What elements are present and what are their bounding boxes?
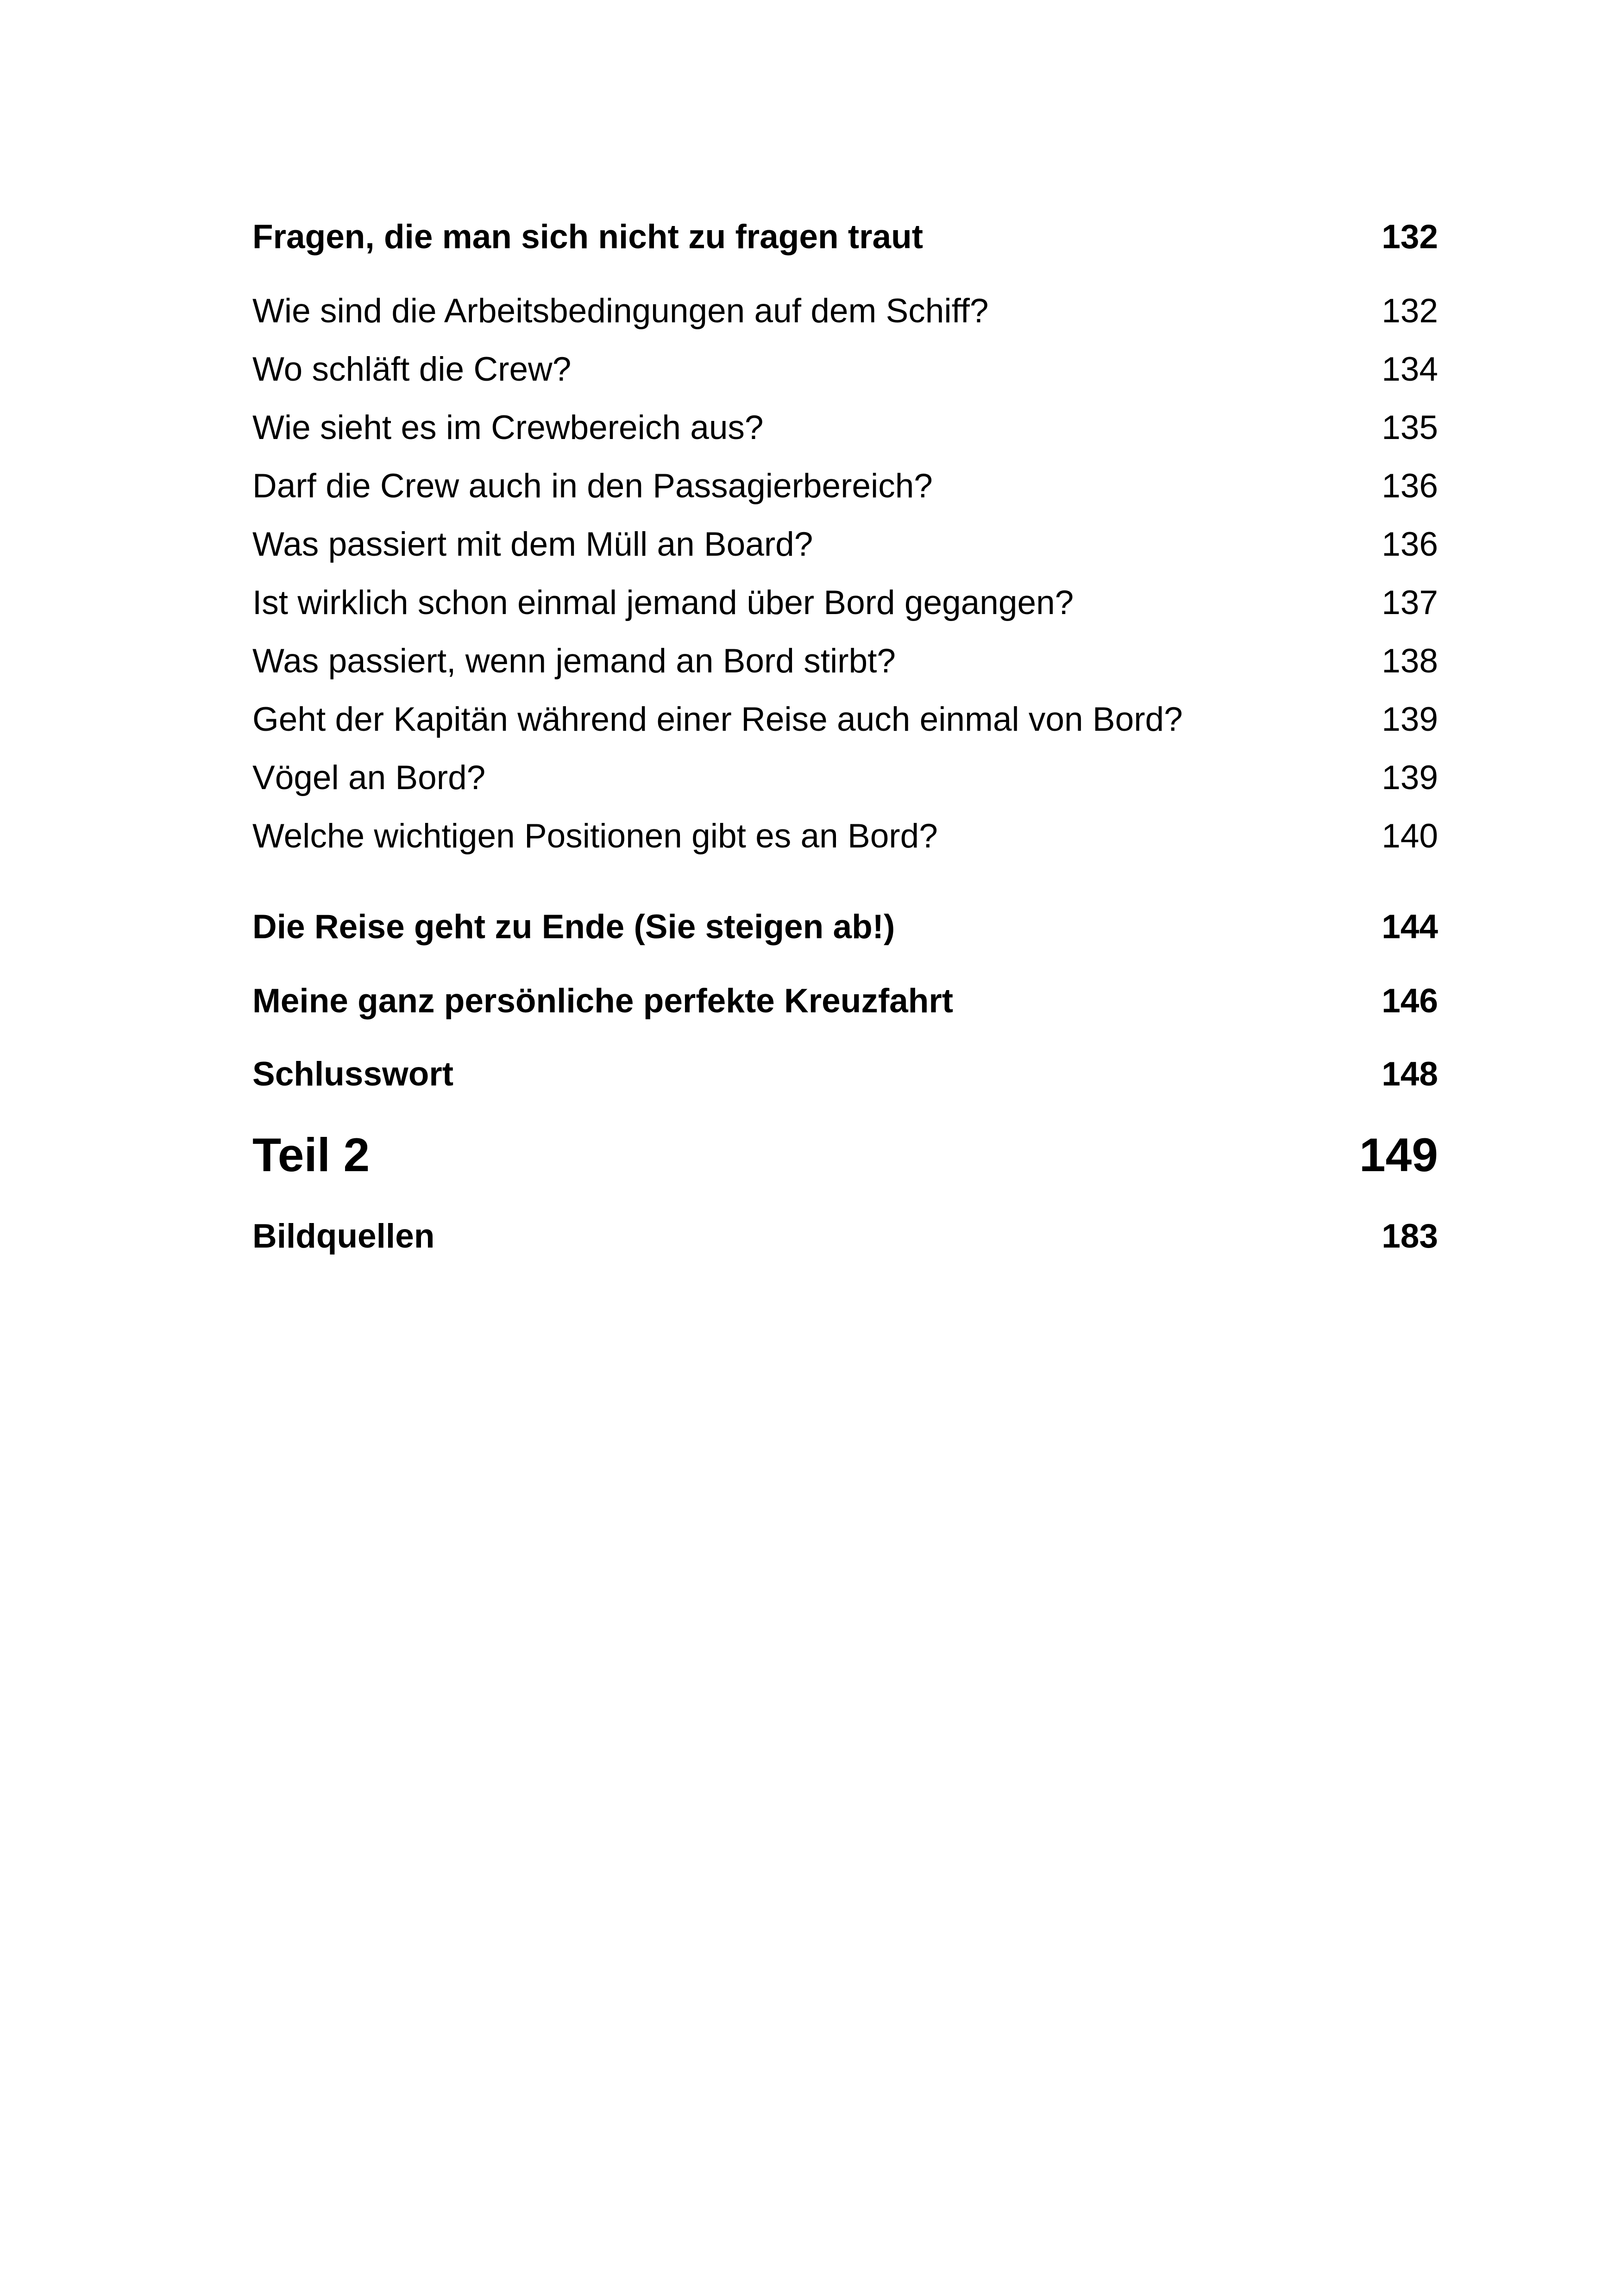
toc-subentry[interactable] (252, 583, 1438, 622)
toc-subentry[interactable] (252, 525, 1438, 564)
toc-part-heading[interactable] (252, 1128, 1438, 1182)
toc-chapter-heading[interactable] (252, 1217, 1438, 1255)
toc-chapter-heading[interactable] (252, 908, 1438, 946)
toc-chapter-heading[interactable] (252, 1055, 1438, 1093)
toc-entry-page: 149 (1359, 1129, 1438, 1181)
toc-entry-page: 139 (1382, 701, 1438, 738)
toc-entry-title: Wie sind die Arbeitsbedingungen auf dem Schiff? (252, 292, 989, 330)
toc-subentry[interactable] (252, 759, 1438, 797)
toc-entry-title: Teil 2 (252, 1129, 370, 1181)
toc-subentry[interactable] (252, 642, 1438, 680)
toc-entry-title: Darf die Crew auch in den Passagierbereich? (252, 467, 933, 505)
toc-subentry[interactable] (252, 700, 1438, 739)
toc-entry-page: 148 (1382, 1055, 1438, 1093)
toc-entry-title: Die Reise geht zu Ende (Sie steigen ab!) (252, 908, 895, 946)
toc-entry-page: 146 (1382, 982, 1438, 1020)
toc-entry-page: 183 (1382, 1217, 1438, 1255)
toc-entry-title: Schlusswort (252, 1055, 454, 1093)
toc-entry-title: Wie sieht es im Crewbereich aus? (252, 409, 764, 446)
toc-entry-title: Fragen, die man sich nicht zu fragen traut (252, 218, 924, 256)
table-of-contents (252, 0, 1438, 2296)
toc-entry-page: 136 (1382, 526, 1438, 563)
toc-entry-title: Wo schläft die Crew? (252, 351, 572, 388)
toc-entry-page: 136 (1382, 467, 1438, 505)
toc-subentry[interactable] (252, 467, 1438, 505)
toc-entry-page: 144 (1382, 908, 1438, 946)
toc-entry-page: 134 (1382, 351, 1438, 388)
toc-entry-title: Bildquellen (252, 1217, 435, 1255)
toc-entry-title: Geht der Kapitän während einer Reise auch einmal von Bord? (252, 701, 1183, 738)
toc-subentry[interactable] (252, 408, 1438, 447)
toc-entry-title: Was passiert, wenn jemand an Bord stirbt? (252, 642, 896, 680)
toc-subentry[interactable] (252, 350, 1438, 389)
toc-entry-page: 135 (1382, 409, 1438, 446)
toc-entry-title: Was passiert mit dem Müll an Board? (252, 526, 813, 563)
toc-entry-page: 139 (1382, 759, 1438, 797)
toc-subentry[interactable] (252, 817, 1438, 855)
toc-chapter-heading[interactable] (252, 982, 1438, 1020)
toc-entry-title: Meine ganz persönliche perfekte Kreuzfahrt (252, 982, 954, 1020)
toc-entry-title: Welche wichtigen Positionen gibt es an Bord? (252, 817, 938, 855)
toc-subentry[interactable] (252, 292, 1438, 330)
toc-entry-title: Vögel an Bord? (252, 759, 486, 797)
toc-entry-page: 138 (1382, 642, 1438, 680)
toc-chapter-heading[interactable] (252, 218, 1438, 256)
toc-entry-page: 140 (1382, 817, 1438, 855)
toc-entry-page: 132 (1382, 218, 1438, 256)
toc-entry-page: 132 (1382, 292, 1438, 330)
toc-entry-title: Ist wirklich schon einmal jemand über Bord gegangen? (252, 584, 1074, 621)
toc-entry-page: 137 (1382, 584, 1438, 621)
